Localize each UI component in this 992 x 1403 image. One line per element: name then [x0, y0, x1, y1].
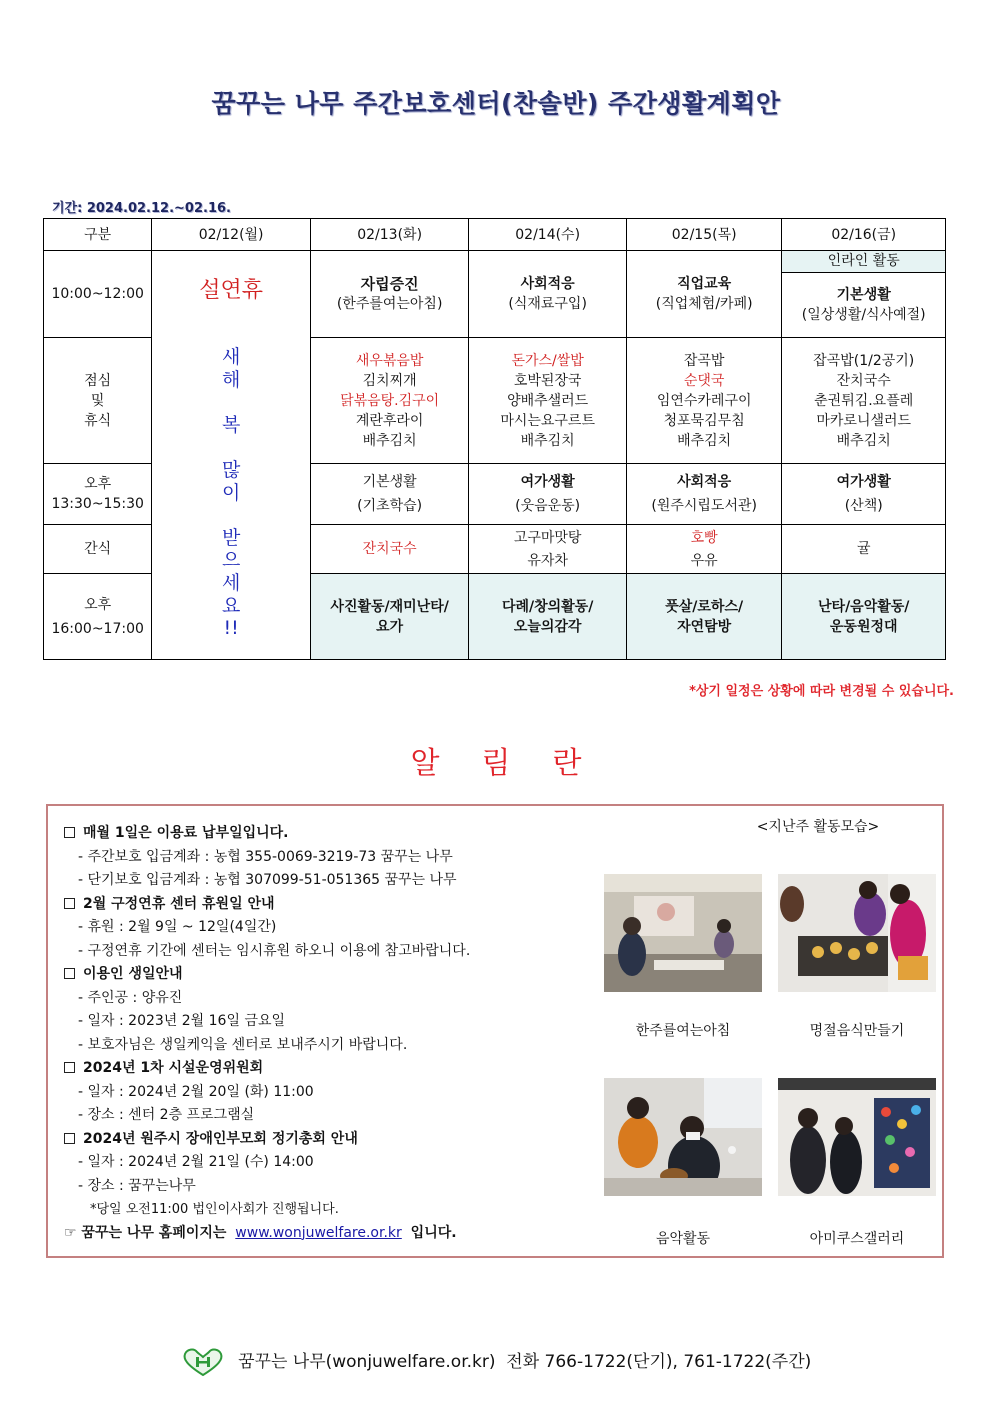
menu-item: 순댓국: [683, 372, 725, 389]
cell-snack-thu: [626, 525, 782, 574]
homepage-suffix: 입니다.: [410, 1224, 457, 1241]
notice-heading: [64, 1128, 604, 1152]
row-label-line: 휴식: [84, 412, 112, 429]
menu-item: 잡곡밥(1/2공기): [813, 352, 915, 369]
cell-morning-tue: [310, 251, 469, 338]
snack-item: 우유: [690, 552, 718, 569]
checkbox-icon: [64, 827, 75, 838]
notice-item: - 휴원 : 2월 9일 ~ 12일(4일간): [78, 919, 277, 935]
row-label-morning: 10:00~12:00: [44, 251, 152, 338]
holiday-char: 많: [221, 458, 241, 481]
gallery-title: <지난주 활동모습>: [756, 819, 880, 835]
holiday-char: 이: [221, 481, 241, 504]
notice-list: [64, 822, 604, 1245]
row-label-line: 점심: [84, 372, 112, 389]
homepage-line: [64, 1222, 604, 1246]
gallery-caption: 명절음식만들기: [809, 1023, 905, 1039]
notice-item: - 일자 : 2024년 2월 21일 (수) 14:00: [78, 1154, 314, 1170]
holiday-char: 해: [221, 368, 241, 391]
notice-item: - 장소 : 센터 2층 프로그램실: [78, 1107, 255, 1123]
activity-line: 사진활동/재미난타/: [330, 598, 449, 615]
holiday-char: 세: [221, 571, 241, 594]
weekly-schedule-table: [43, 218, 946, 660]
holiday-char: 복: [221, 413, 241, 436]
online-activity-tag: 인라인 활동: [782, 251, 945, 273]
holiday-title: 설연휴: [199, 278, 263, 303]
row-label-lunch: [44, 338, 152, 464]
row-label-line: 오후: [84, 476, 112, 492]
menu-item: 양배추샐러드: [507, 392, 589, 409]
activity-title: 기본생활: [362, 474, 417, 490]
activity-detail: (일상생활/식사예절): [801, 307, 926, 323]
holiday-char: [152, 391, 310, 414]
notice-heading: [64, 963, 604, 987]
holiday-char: [152, 504, 310, 527]
activity-detail: (기초학습): [357, 498, 423, 514]
menu-item: 닭볶음탕.김구이: [340, 392, 440, 409]
activity-detail: (한주를여는아침): [336, 296, 443, 312]
notice-item: - 보호자님은 생일케익을 센터로 보내주시기 바랍니다.: [78, 1036, 408, 1053]
checkbox-icon: [64, 1133, 75, 1144]
checkbox-icon: [64, 1062, 75, 1073]
menu-item: 잡곡밥: [683, 352, 725, 369]
cell-lunch-wed: [469, 338, 627, 464]
activity-title: 자립증진: [360, 275, 419, 293]
menu-item: 배추김치: [362, 432, 417, 449]
cell-afternoon1-tue: [310, 464, 469, 525]
activity-detail: (산책): [844, 498, 883, 514]
photo-amicus-gallery: [778, 1078, 936, 1196]
row-label-line: 16:00~17:00: [51, 620, 144, 637]
menu-item: 임연수카레구이: [656, 392, 752, 409]
menu-item: 청포묵김무침: [663, 412, 745, 429]
activity-line: 풋살/로하스/: [665, 598, 744, 615]
notice-text: 2월 구정연휴 센터 휴원일 안내: [83, 895, 275, 912]
activity-title: 여가생활: [836, 474, 891, 490]
snack-item: 호빵: [690, 529, 718, 546]
cell-morning-wed: [469, 251, 627, 338]
menu-item: 배추김치: [520, 432, 575, 449]
notice-text: 매월 1일은 이용료 납부일입니다.: [83, 825, 289, 841]
cell-lunch-thu: [626, 338, 782, 464]
holiday-char: !!: [223, 617, 239, 640]
schedule-period: 기간: 2024.02.12.~02.16.: [52, 201, 231, 216]
gallery-caption: 한주를여는아침: [635, 1023, 731, 1039]
page-title: 꿈꾸는 나무 주간보호센터(찬솔반) 주간생활계획안: [211, 89, 781, 118]
cell-afternoon2-wed: [469, 574, 627, 660]
cell-afternoon2-thu: [626, 574, 782, 660]
header-mon: 02/12(월): [152, 219, 311, 251]
notice-item: - 주간보호 입금계좌 : 농협 355-0069-3219-73 꿈꾸는 나무: [78, 848, 453, 865]
notice-item: - 주인공 : 양유진: [78, 989, 183, 1006]
checkbox-icon: [64, 898, 75, 909]
row-label-afternoon1: [44, 464, 152, 525]
photo-monday-morning: [604, 874, 762, 992]
holiday-char: 요: [221, 594, 241, 617]
holiday-char: 새: [221, 346, 241, 368]
cell-afternoon2-fri: [782, 574, 946, 660]
footer-contact: 꿈꾸는 나무(wonjuwelfare.or.kr) 전화 766-1722(단기), 761-1722(주간): [238, 1352, 812, 1372]
row-label-line: 및: [90, 392, 105, 409]
menu-item: 계란후라이: [355, 412, 424, 429]
footer: [0, 1347, 992, 1377]
gallery-caption: 음악활동: [655, 1231, 711, 1247]
header-wed: 02/14(수): [469, 219, 627, 251]
row-label-snack: 간식: [44, 525, 152, 574]
cell-afternoon1-fri: [782, 464, 946, 525]
holiday-char: [152, 436, 310, 459]
activity-title: 사회적응: [520, 276, 575, 292]
holiday-char: 받: [221, 526, 241, 549]
menu-item: 마시는요구르트: [500, 412, 595, 429]
activity-line: 운동원정대: [829, 618, 898, 635]
cell-afternoon1-wed: [469, 464, 627, 525]
photo-holiday-cooking: [778, 874, 936, 992]
menu-item: 호박된장국: [513, 372, 582, 389]
heart-logo-icon: [181, 1347, 225, 1377]
notice-item: - 일자 : 2024년 2월 20일 (화) 11:00: [78, 1083, 314, 1100]
menu-item: 김치찌개: [362, 372, 417, 389]
row-label-line: 오후: [84, 596, 112, 613]
table-row-morning: [44, 251, 946, 338]
activity-detail: (원주시립도서관): [651, 498, 757, 514]
notice-text: 2024년 1차 시설운영위원회: [83, 1060, 264, 1076]
menu-item: 새우볶음밥: [355, 352, 424, 369]
cell-lunch-fri: [782, 338, 946, 464]
activity-line: 난타/음악활동/: [818, 598, 910, 615]
snack-item: 고구마맛탕: [513, 529, 582, 546]
homepage-prefix: ☞ 꿈꾸는 나무 홈페이지는: [64, 1224, 227, 1241]
cell-afternoon1-thu: [626, 464, 782, 525]
activity-title: 여가생활: [520, 474, 575, 490]
activity-title: 사회적응: [677, 474, 732, 490]
cell-snack-tue: 잔치국수: [310, 525, 469, 574]
holiday-cell: [152, 251, 311, 660]
activity-line: 오늘의감각: [513, 618, 582, 635]
header-category: 구분: [44, 219, 152, 251]
notice-board: [46, 804, 944, 1258]
menu-item: 돈가스/쌀밥: [511, 352, 584, 369]
gallery-caption: 아미쿠스갤러리: [809, 1231, 905, 1247]
row-label-afternoon2: [44, 574, 152, 660]
header-thu: 02/15(목): [626, 219, 782, 251]
notice-heading: [64, 1057, 604, 1081]
notice-item: - 장소 : 꿈꾸는나무: [78, 1177, 196, 1194]
activity-title: 직업교육: [677, 276, 732, 292]
schedule-change-notice: *상기 일정은 상황에 따라 변경될 수 있습니다.: [689, 684, 954, 699]
notice-item: - 일자 : 2023년 2월 16일 금요일: [78, 1013, 286, 1029]
activity-title: 기본생활: [836, 287, 891, 303]
cell-snack-fri: 귤: [782, 525, 946, 574]
table-header-row: [44, 219, 946, 251]
activity-detail: (직업체험/카페): [655, 296, 753, 312]
menu-item: 배추김치: [677, 432, 732, 449]
activity-detail: (웃음운동): [515, 498, 581, 514]
header-tue: 02/13(화): [310, 219, 469, 251]
menu-item: 배추김치: [836, 432, 891, 449]
menu-item: 춘권튀김.요플레: [814, 392, 914, 409]
notice-heading: [64, 822, 604, 846]
notice-item: - 구정연휴 기간에 센터는 임시휴원 하오니 이용에 참고바랍니다.: [78, 942, 471, 959]
notice-note: *당일 오전11:00 법인이사회가 진행됩니다.: [90, 1202, 339, 1217]
cell-afternoon2-tue: [310, 574, 469, 660]
activity-line: 다례/창의활동/: [501, 598, 594, 615]
homepage-link[interactable]: www.wonjuwelfare.or.kr: [235, 1224, 402, 1241]
menu-item: 잔치국수: [836, 372, 891, 389]
cell-morning-thu: [626, 251, 782, 338]
snack-item: 유자차: [527, 552, 568, 569]
cell-lunch-tue: [310, 338, 469, 464]
notice-text: 이용인 생일안내: [83, 966, 183, 982]
holiday-char: 으: [221, 549, 241, 572]
activity-detail: (식재료구입): [508, 296, 587, 312]
menu-item: 마카로니샐러드: [816, 412, 912, 429]
notice-text: 2024년 원주시 장애인부모회 정기총회 안내: [83, 1130, 358, 1147]
holiday-message: [152, 346, 310, 640]
cell-morning-fri: [782, 251, 946, 338]
cell-snack-wed: [469, 525, 627, 574]
checkbox-icon: [64, 968, 75, 979]
header-fri: 02/16(금): [782, 219, 946, 251]
activity-line: 요가: [376, 618, 404, 635]
row-label-line: 13:30~15:30: [51, 496, 144, 512]
notice-item: - 단기보호 입금계좌 : 농협 307099-51-051365 꿈꾸는 나무: [78, 872, 457, 888]
activity-line: 자연탐방: [677, 618, 732, 635]
notice-heading: [64, 893, 604, 917]
notice-board-title: 알림란: [410, 746, 624, 781]
photo-music-activity: [604, 1078, 762, 1196]
